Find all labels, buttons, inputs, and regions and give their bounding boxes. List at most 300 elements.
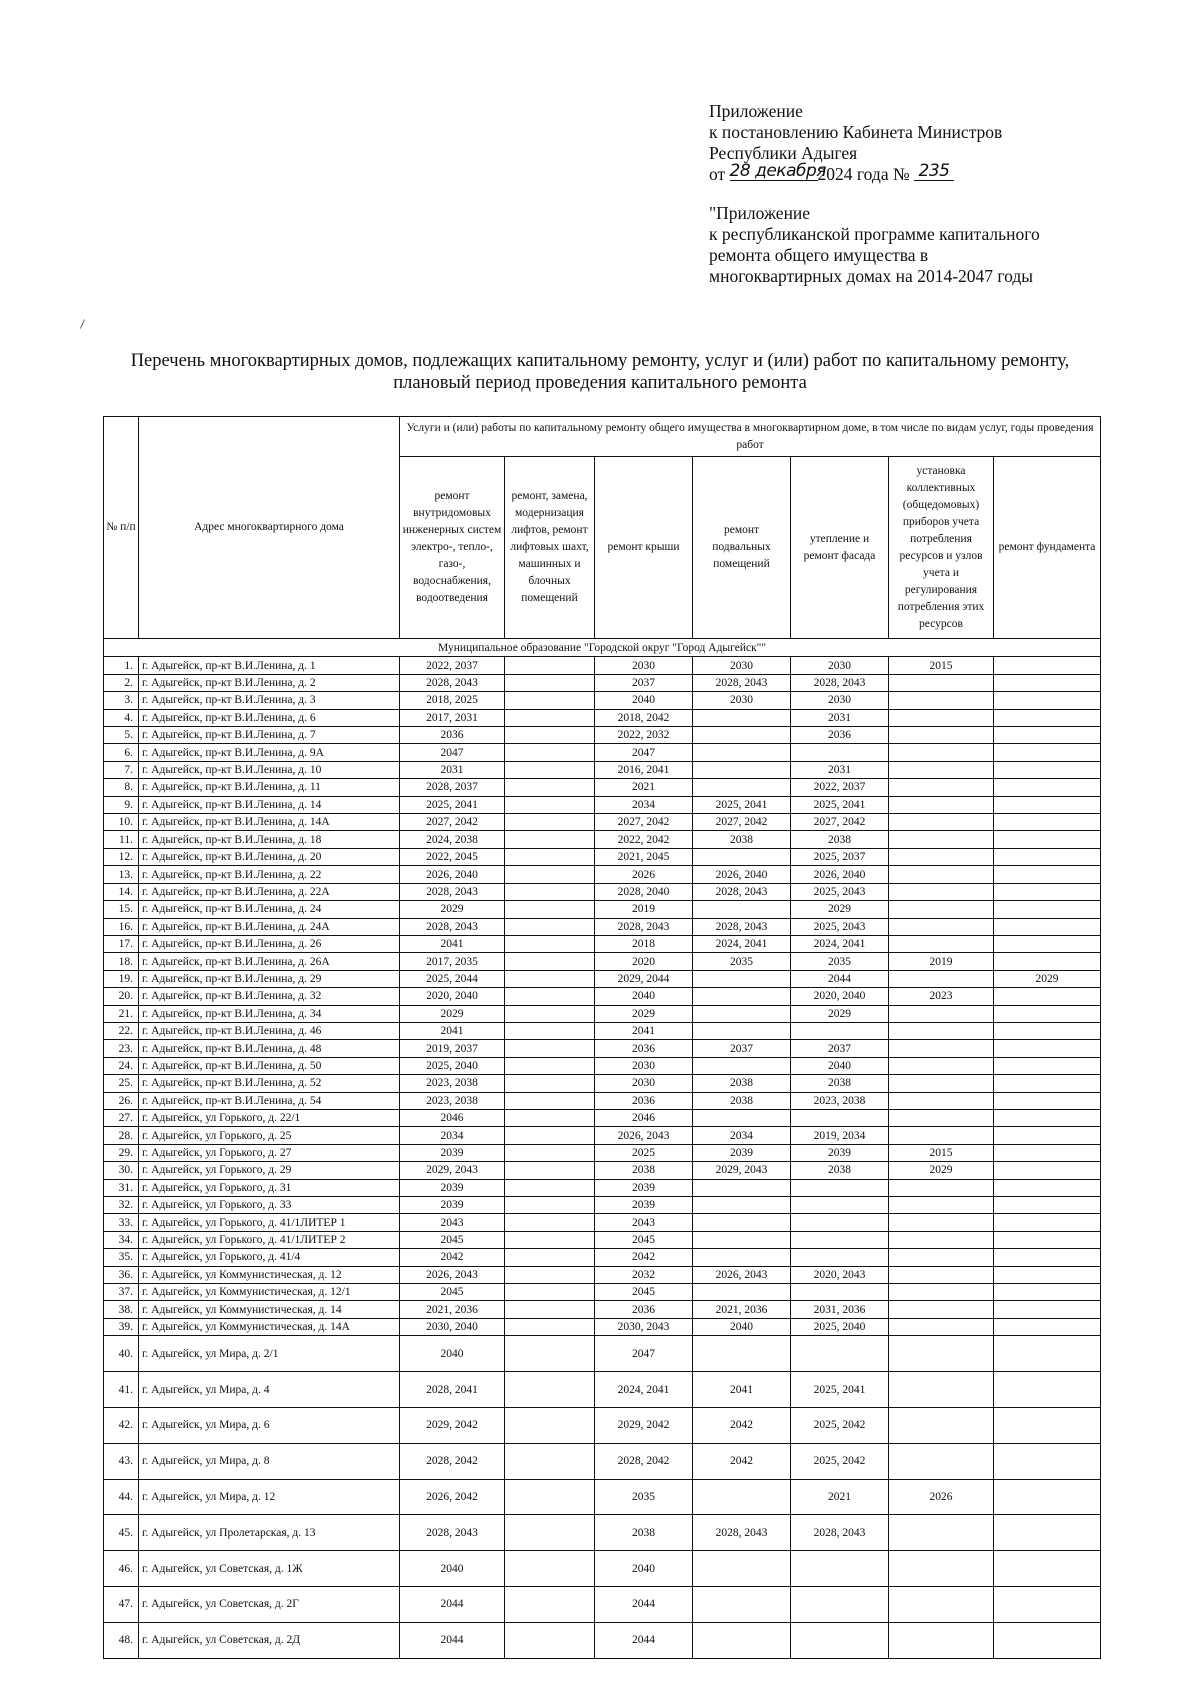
cell-facade: 2025, 2037 — [791, 848, 889, 865]
column-header-facade: утепление и ремонт фасада — [791, 457, 889, 639]
cell-lifts — [505, 1092, 595, 1109]
cell-foundation — [994, 953, 1101, 970]
table-row — [104, 1197, 1101, 1214]
cell-basement — [693, 1005, 791, 1022]
row-number: 15. — [104, 901, 139, 918]
date-prefix: от — [709, 164, 726, 184]
cell-systems: 2046 — [400, 1109, 505, 1126]
cell-lifts — [505, 657, 595, 674]
row-address: г. Адыгейск, ул Горького, д. 29 — [139, 1162, 400, 1179]
row-number: 3. — [104, 692, 139, 709]
cell-systems: 2039 — [400, 1197, 505, 1214]
row-address: г. Адыгейск, ул Коммунистическая, д. 14А — [139, 1318, 400, 1335]
cell-foundation — [994, 1040, 1101, 1057]
table-row — [104, 674, 1101, 691]
cell-basement: 2042 — [693, 1407, 791, 1443]
cell-meters — [889, 901, 994, 918]
cell-facade — [791, 1197, 889, 1214]
repair-schedule-table — [103, 416, 1101, 1659]
cell-basement — [693, 1109, 791, 1126]
table-row — [104, 692, 1101, 709]
cell-systems: 2028, 2043 — [400, 1515, 505, 1551]
cell-roof: 2038 — [595, 1515, 693, 1551]
cell-meters — [889, 814, 994, 831]
cell-lifts — [505, 970, 595, 987]
row-number: 35. — [104, 1249, 139, 1266]
cell-foundation — [994, 1005, 1101, 1022]
cell-systems: 2023, 2038 — [400, 1075, 505, 1092]
cell-facade: 2025, 2041 — [791, 1372, 889, 1408]
cell-basement: 2042 — [693, 1443, 791, 1479]
cell-systems: 2025, 2041 — [400, 796, 505, 813]
cell-basement — [693, 744, 791, 761]
cell-facade: 2023, 2038 — [791, 1092, 889, 1109]
cell-systems: 2021, 2036 — [400, 1301, 505, 1318]
cell-roof: 2032 — [595, 1266, 693, 1283]
cell-systems: 2017, 2035 — [400, 953, 505, 970]
cell-foundation — [994, 1127, 1101, 1144]
cell-systems: 2025, 2044 — [400, 970, 505, 987]
cell-roof: 2028, 2040 — [595, 883, 693, 900]
row-address: г. Адыгейск, ул Горького, д. 33 — [139, 1197, 400, 1214]
row-number: 40. — [104, 1336, 139, 1372]
cell-facade: 2027, 2042 — [791, 814, 889, 831]
row-number: 48. — [104, 1622, 139, 1658]
row-number: 13. — [104, 866, 139, 883]
cell-systems: 2019, 2037 — [400, 1040, 505, 1057]
cell-facade — [791, 1109, 889, 1126]
cell-basement: 2025, 2041 — [693, 796, 791, 813]
header-line-resolution: к постановлению Кабинета Министров — [709, 122, 1003, 142]
cell-meters — [889, 1214, 994, 1231]
cell-basement — [693, 1551, 791, 1587]
cell-meters — [889, 1075, 994, 1092]
cell-systems: 2026, 2042 — [400, 1479, 505, 1515]
cell-basement: 2021, 2036 — [693, 1301, 791, 1318]
cell-roof: 2029, 2042 — [595, 1407, 693, 1443]
cell-meters — [889, 1231, 994, 1248]
cell-roof: 2028, 2042 — [595, 1443, 693, 1479]
cell-systems: 2047 — [400, 744, 505, 761]
cell-basement — [693, 1249, 791, 1266]
row-number: 11. — [104, 831, 139, 848]
row-address: г. Адыгейск, пр-кт В.И.Ленина, д. 32 — [139, 988, 400, 1005]
cell-lifts — [505, 1266, 595, 1283]
cell-facade: 2025, 2043 — [791, 883, 889, 900]
cell-lifts — [505, 1179, 595, 1196]
cell-meters: 2019 — [889, 953, 994, 970]
cell-foundation — [994, 779, 1101, 796]
cell-foundation — [994, 1144, 1101, 1161]
cell-meters — [889, 727, 994, 744]
cell-foundation — [994, 1587, 1101, 1623]
cell-roof: 2030 — [595, 1057, 693, 1074]
row-address: г. Адыгейск, ул Горького, д. 31 — [139, 1179, 400, 1196]
cell-roof: 2045 — [595, 1284, 693, 1301]
row-number: 19. — [104, 970, 139, 987]
cell-lifts — [505, 1407, 595, 1443]
cell-lifts — [505, 1005, 595, 1022]
column-header-lifts: ремонт, замена, модернизация лифтов, ремонт лифтовых шахт, машинных и блочных помещений — [505, 457, 595, 639]
table-row — [104, 1144, 1101, 1161]
row-address: г. Адыгейск, ул Коммунистическая, д. 12 — [139, 1266, 400, 1283]
table-body — [104, 639, 1101, 1659]
table-row — [104, 761, 1101, 778]
cell-roof: 2042 — [595, 1249, 693, 1266]
cell-facade — [791, 1284, 889, 1301]
cell-meters — [889, 831, 994, 848]
cell-roof: 2044 — [595, 1587, 693, 1623]
table-row — [104, 1551, 1101, 1587]
row-number: 25. — [104, 1075, 139, 1092]
cell-basement — [693, 988, 791, 1005]
column-header-foundation: ремонт фундамента — [994, 457, 1101, 639]
cell-facade: 2021 — [791, 1479, 889, 1515]
cell-meters — [889, 1127, 994, 1144]
cell-systems: 2041 — [400, 1022, 505, 1039]
cell-foundation — [994, 1109, 1101, 1126]
column-header-address: Адрес многоквартирного дома — [139, 417, 400, 639]
appendix-line-1: "Приложение — [709, 203, 811, 223]
cell-meters — [889, 692, 994, 709]
cell-roof: 2028, 2043 — [595, 918, 693, 935]
row-address: г. Адыгейск, пр-кт В.И.Ленина, д. 26А — [139, 953, 400, 970]
cell-basement: 2028, 2043 — [693, 674, 791, 691]
row-number: 20. — [104, 988, 139, 1005]
cell-facade — [791, 1022, 889, 1039]
cell-foundation — [994, 901, 1101, 918]
cell-facade — [791, 744, 889, 761]
cell-meters: 2023 — [889, 988, 994, 1005]
cell-foundation — [994, 727, 1101, 744]
title-line-1: Перечень многоквартирных домов, подлежащих капитальному ремонту, услуг и (или) работ по капитальному ремонту, — [130, 351, 1070, 371]
cell-basement: 2028, 2043 — [693, 1515, 791, 1551]
cell-foundation — [994, 657, 1101, 674]
cell-lifts — [505, 1075, 595, 1092]
cell-basement: 2028, 2043 — [693, 918, 791, 935]
services-group-header: Услуги и (или) работы по капитальному ремонту общего имущества в многоквартирном доме, в том числе по видам услуг, годы проведения работ — [400, 417, 1101, 457]
row-number: 17. — [104, 935, 139, 952]
cell-lifts — [505, 1127, 595, 1144]
cell-facade: 2030 — [791, 692, 889, 709]
row-address: г. Адыгейск, пр-кт В.И.Ленина, д. 52 — [139, 1075, 400, 1092]
cell-foundation — [994, 1092, 1101, 1109]
cell-facade: 2025, 2042 — [791, 1443, 889, 1479]
cell-meters — [889, 1318, 994, 1335]
cell-basement: 2039 — [693, 1144, 791, 1161]
cell-lifts — [505, 1622, 595, 1658]
cell-facade — [791, 1336, 889, 1372]
cell-basement — [693, 1214, 791, 1231]
row-number: 10. — [104, 814, 139, 831]
cell-facade: 2019, 2034 — [791, 1127, 889, 1144]
cell-facade: 2040 — [791, 1057, 889, 1074]
cell-facade — [791, 1179, 889, 1196]
row-number: 23. — [104, 1040, 139, 1057]
cell-facade: 2024, 2041 — [791, 935, 889, 952]
cell-foundation — [994, 1301, 1101, 1318]
column-header-roof: ремонт крыши — [595, 457, 693, 639]
cell-roof: 2021, 2045 — [595, 848, 693, 865]
cell-meters — [889, 1005, 994, 1022]
handwritten-number: 235 — [914, 163, 954, 181]
cell-foundation — [994, 1057, 1101, 1074]
row-number: 22. — [104, 1022, 139, 1039]
table-row — [104, 1336, 1101, 1372]
appendix-line-3: ремонта общего имущества в — [709, 245, 929, 265]
row-number: 46. — [104, 1551, 139, 1587]
cell-meters — [889, 761, 994, 778]
cell-foundation — [994, 814, 1101, 831]
cell-basement: 2026, 2040 — [693, 866, 791, 883]
cell-lifts — [505, 866, 595, 883]
cell-roof: 2029, 2044 — [595, 970, 693, 987]
cell-lifts — [505, 1301, 595, 1318]
row-address: г. Адыгейск, пр-кт В.И.Ленина, д. 14 — [139, 796, 400, 813]
row-address: г. Адыгейск, пр-кт В.И.Ленина, д. 48 — [139, 1040, 400, 1057]
cell-systems: 2026, 2040 — [400, 866, 505, 883]
cell-meters — [889, 1022, 994, 1039]
cell-roof: 2036 — [595, 1040, 693, 1057]
cell-systems: 2020, 2040 — [400, 988, 505, 1005]
cell-facade: 2020, 2043 — [791, 1266, 889, 1283]
row-address: г. Адыгейск, пр-кт В.И.Ленина, д. 14А — [139, 814, 400, 831]
cell-basement: 2026, 2043 — [693, 1266, 791, 1283]
cell-facade — [791, 1249, 889, 1266]
cell-facade: 2028, 2043 — [791, 674, 889, 691]
cell-systems: 2024, 2038 — [400, 831, 505, 848]
cell-basement — [693, 1057, 791, 1074]
table-row — [104, 1162, 1101, 1179]
cell-systems: 2043 — [400, 1214, 505, 1231]
row-number: 4. — [104, 709, 139, 726]
cell-meters — [889, 935, 994, 952]
cell-lifts — [505, 1214, 595, 1231]
cell-roof: 2030 — [595, 1075, 693, 1092]
cell-systems: 2025, 2040 — [400, 1057, 505, 1074]
cell-lifts — [505, 901, 595, 918]
cell-basement: 2024, 2041 — [693, 935, 791, 952]
cell-systems: 2027, 2042 — [400, 814, 505, 831]
table-row — [104, 657, 1101, 674]
cell-lifts — [505, 744, 595, 761]
cell-facade: 2038 — [791, 1162, 889, 1179]
cell-meters — [889, 1092, 994, 1109]
cell-facade: 2029 — [791, 1005, 889, 1022]
cell-meters — [889, 1179, 994, 1196]
cell-roof: 2037 — [595, 674, 693, 691]
cell-systems: 2029 — [400, 901, 505, 918]
cell-meters: 2015 — [889, 657, 994, 674]
row-address: г. Адыгейск, пр-кт В.И.Ленина, д. 54 — [139, 1092, 400, 1109]
cell-roof: 2024, 2041 — [595, 1372, 693, 1408]
cell-facade — [791, 1551, 889, 1587]
cell-meters — [889, 918, 994, 935]
cell-foundation — [994, 1284, 1101, 1301]
row-number: 38. — [104, 1301, 139, 1318]
row-address: г. Адыгейск, ул Горького, д. 41/4 — [139, 1249, 400, 1266]
cell-systems: 2029, 2042 — [400, 1407, 505, 1443]
row-number: 1. — [104, 657, 139, 674]
cell-lifts — [505, 988, 595, 1005]
row-address: г. Адыгейск, пр-кт В.И.Ленина, д. 10 — [139, 761, 400, 778]
column-header-meters: установка коллективных (общедомовых) приборов учета потребления ресурсов и узлов учета и регулирования потребления этих ресурсов — [889, 457, 994, 639]
cell-systems: 2028, 2037 — [400, 779, 505, 796]
cell-basement — [693, 1622, 791, 1658]
row-number: 41. — [104, 1372, 139, 1408]
cell-lifts — [505, 1249, 595, 1266]
row-number: 24. — [104, 1057, 139, 1074]
row-number: 12. — [104, 848, 139, 865]
table-row — [104, 935, 1101, 952]
appendix-line-4: многоквартирных домах на 2014-2047 годы — [709, 266, 1034, 286]
cell-lifts — [505, 848, 595, 865]
cell-meters: 2029 — [889, 1162, 994, 1179]
cell-roof: 2021 — [595, 779, 693, 796]
cell-basement: 2040 — [693, 1318, 791, 1335]
row-number: 30. — [104, 1162, 139, 1179]
cell-systems: 2026, 2043 — [400, 1266, 505, 1283]
cell-systems: 2044 — [400, 1587, 505, 1623]
cell-roof: 2039 — [595, 1197, 693, 1214]
cell-foundation — [994, 988, 1101, 1005]
cell-facade: 2039 — [791, 1144, 889, 1161]
row-address: г. Адыгейск, пр-кт В.И.Ленина, д. 7 — [139, 727, 400, 744]
row-number: 33. — [104, 1214, 139, 1231]
table-row — [104, 796, 1101, 813]
cell-meters: 2015 — [889, 1144, 994, 1161]
cell-basement: 2030 — [693, 657, 791, 674]
cell-foundation — [994, 1515, 1101, 1551]
cell-systems: 2029 — [400, 1005, 505, 1022]
cell-basement — [693, 1336, 791, 1372]
row-number: 7. — [104, 761, 139, 778]
cell-systems: 2022, 2045 — [400, 848, 505, 865]
cell-foundation — [994, 935, 1101, 952]
row-address: г. Адыгейск, ул Мира, д. 12 — [139, 1479, 400, 1515]
cell-basement: 2034 — [693, 1127, 791, 1144]
row-number: 42. — [104, 1407, 139, 1443]
cell-foundation — [994, 692, 1101, 709]
table-row — [104, 866, 1101, 883]
table-row — [104, 779, 1101, 796]
table-row — [104, 953, 1101, 970]
row-address: г. Адыгейск, пр-кт В.И.Ленина, д. 50 — [139, 1057, 400, 1074]
cell-meters — [889, 674, 994, 691]
cell-lifts — [505, 1515, 595, 1551]
cell-lifts — [505, 1479, 595, 1515]
cell-meters — [889, 970, 994, 987]
cell-meters — [889, 709, 994, 726]
cell-basement: 2029, 2043 — [693, 1162, 791, 1179]
cell-foundation — [994, 883, 1101, 900]
table-row — [104, 1022, 1101, 1039]
cell-roof: 2027, 2042 — [595, 814, 693, 831]
row-address: г. Адыгейск, пр-кт В.И.Ленина, д. 26 — [139, 935, 400, 952]
cell-foundation — [994, 831, 1101, 848]
cell-roof: 2022, 2042 — [595, 831, 693, 848]
cell-foundation — [994, 796, 1101, 813]
cell-roof: 2036 — [595, 1301, 693, 1318]
row-number: 39. — [104, 1318, 139, 1335]
table-row — [104, 883, 1101, 900]
row-address: г. Адыгейск, ул Мира, д. 8 — [139, 1443, 400, 1479]
row-address: г. Адыгейск, ул Мира, д. 6 — [139, 1407, 400, 1443]
cell-lifts — [505, 1144, 595, 1161]
cell-lifts — [505, 727, 595, 744]
row-number: 14. — [104, 883, 139, 900]
cell-foundation — [994, 1249, 1101, 1266]
row-address: г. Адыгейск, пр-кт В.И.Ленина, д. 24А — [139, 918, 400, 935]
cell-meters — [889, 1197, 994, 1214]
cell-lifts — [505, 1022, 595, 1039]
cell-foundation: 2029 — [994, 970, 1101, 987]
row-number: 21. — [104, 1005, 139, 1022]
row-address: г. Адыгейск, пр-кт В.И.Ленина, д. 24 — [139, 901, 400, 918]
cell-facade — [791, 1587, 889, 1623]
cell-meters — [889, 1301, 994, 1318]
cell-meters — [889, 1057, 994, 1074]
cell-foundation — [994, 1318, 1101, 1335]
table-row — [104, 1127, 1101, 1144]
cell-foundation — [994, 918, 1101, 935]
row-address: г. Адыгейск, пр-кт В.И.Ленина, д. 22А — [139, 883, 400, 900]
cell-systems: 2042 — [400, 1249, 505, 1266]
cell-lifts — [505, 1284, 595, 1301]
cell-systems: 2028, 2043 — [400, 918, 505, 935]
table-row — [104, 814, 1101, 831]
row-address: г. Адыгейск, пр-кт В.И.Ленина, д. 2 — [139, 674, 400, 691]
cell-roof: 2029 — [595, 1005, 693, 1022]
handwritten-date: 28 декабря — [729, 161, 826, 181]
table-head — [104, 417, 1101, 639]
scan-stray-mark — [80, 319, 85, 328]
cell-foundation — [994, 674, 1101, 691]
row-number: 31. — [104, 1179, 139, 1196]
cell-roof: 2043 — [595, 1214, 693, 1231]
row-address: г. Адыгейск, ул Советская, д. 2Д — [139, 1622, 400, 1658]
cell-lifts — [505, 1443, 595, 1479]
row-address: г. Адыгейск, ул Горького, д. 27 — [139, 1144, 400, 1161]
cell-foundation — [994, 1372, 1101, 1408]
row-address: г. Адыгейск, пр-кт В.И.Ленина, д. 46 — [139, 1022, 400, 1039]
row-address: г. Адыгейск, ул Пролетарская, д. 13 — [139, 1515, 400, 1551]
cell-systems: 2029, 2043 — [400, 1162, 505, 1179]
table-row — [104, 970, 1101, 987]
row-number: 45. — [104, 1515, 139, 1551]
cell-meters — [889, 1587, 994, 1623]
cell-systems: 2018, 2025 — [400, 692, 505, 709]
row-number: 32. — [104, 1197, 139, 1214]
row-number: 47. — [104, 1587, 139, 1623]
row-address: г. Адыгейск, ул Горького, д. 41/1ЛИТЕР 1 — [139, 1214, 400, 1231]
table-row — [104, 1249, 1101, 1266]
cell-roof: 2026, 2043 — [595, 1127, 693, 1144]
cell-foundation — [994, 1551, 1101, 1587]
table-row — [104, 901, 1101, 918]
cell-facade: 2031 — [791, 761, 889, 778]
cell-roof: 2039 — [595, 1179, 693, 1196]
header-date-line — [709, 161, 1109, 185]
table-row — [104, 1318, 1101, 1335]
cell-foundation — [994, 1407, 1101, 1443]
row-number: 8. — [104, 779, 139, 796]
cell-basement — [693, 1479, 791, 1515]
cell-foundation — [994, 848, 1101, 865]
cell-roof: 2025 — [595, 1144, 693, 1161]
cell-lifts — [505, 1162, 595, 1179]
cell-systems: 2045 — [400, 1231, 505, 1248]
